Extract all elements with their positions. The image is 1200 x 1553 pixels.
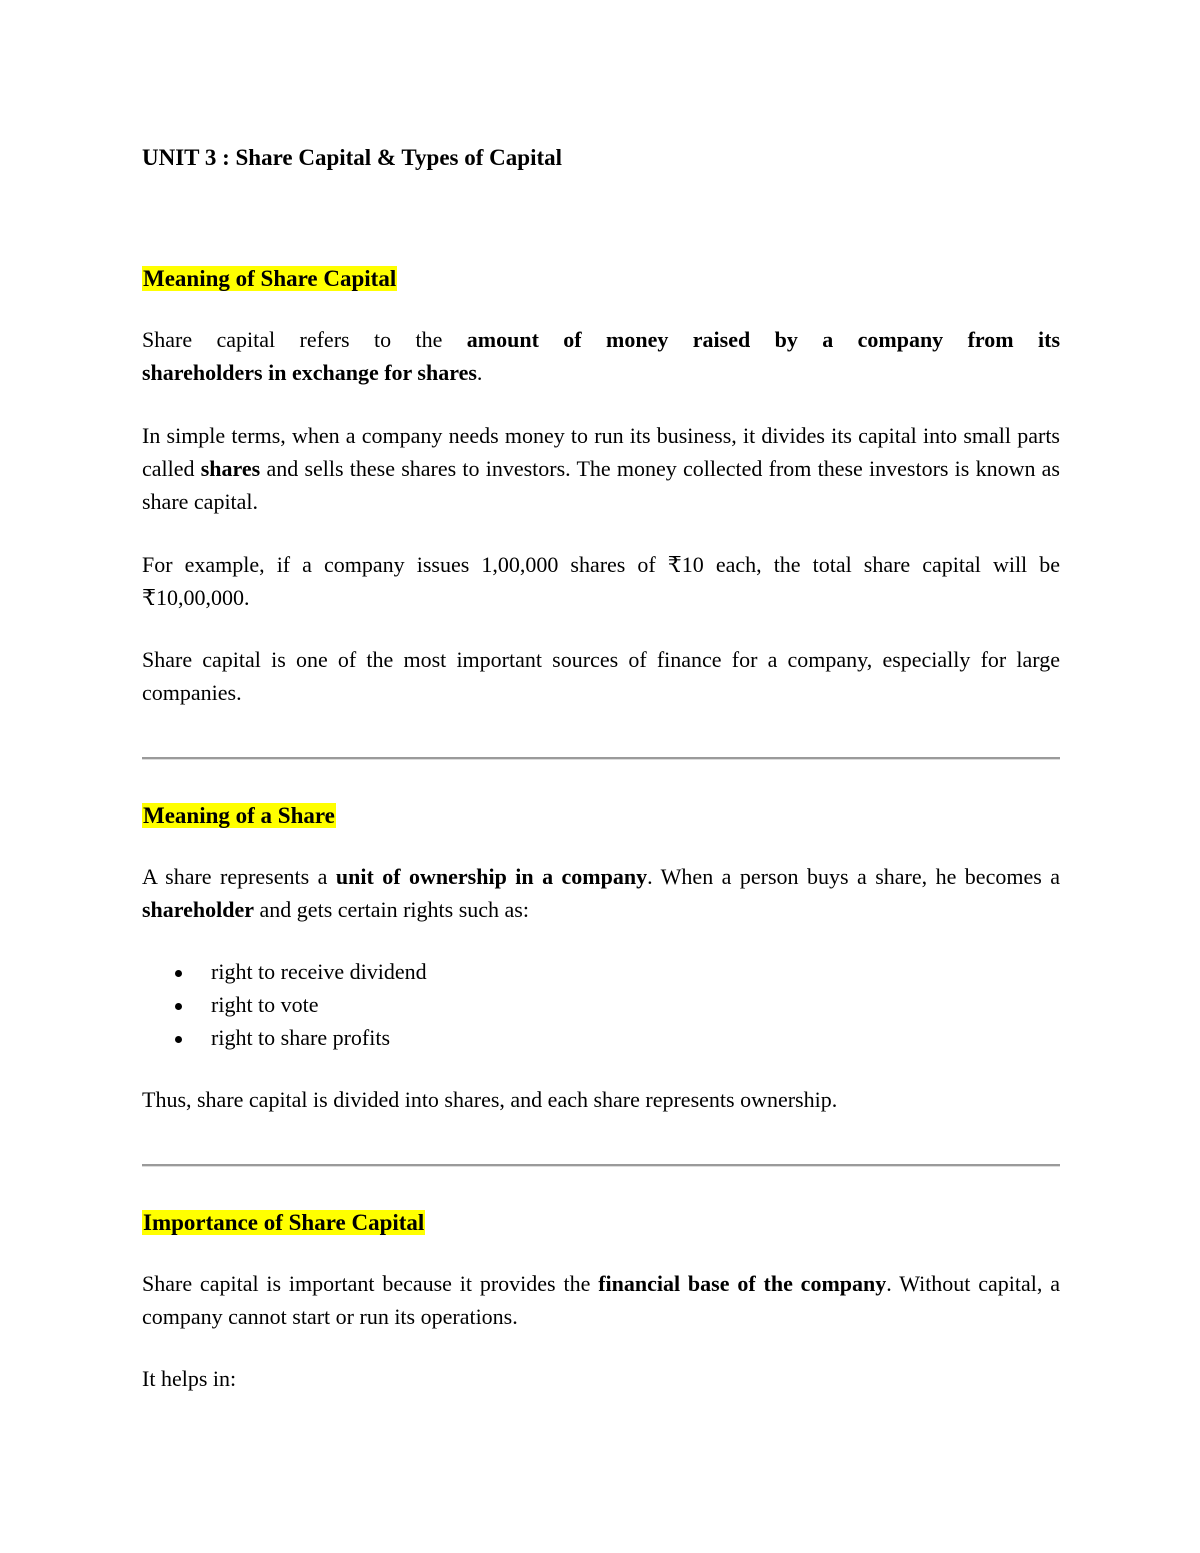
- text-run: Share capital is important because it provides the: [142, 1271, 599, 1296]
- text-run: For example, if a company issues 1,00,000 shares of ₹10 each, the total share capital will be ₹10,00,000.: [142, 552, 1060, 610]
- section-heading-importance-of-share-capital: [142, 1206, 425, 1239]
- highlighted-heading-text: Meaning of Share Capital: [143, 266, 397, 291]
- text-run: and sells these shares to investors. The money collected from these investors is known as share capital.: [142, 456, 1060, 514]
- text-run: It helps in:: [142, 1366, 237, 1391]
- section-heading-meaning-of-share-capital: [142, 262, 397, 295]
- bold-text-run: amount of money raised by a company from its: [466, 327, 1061, 352]
- text-run: and gets certain rights such as:: [254, 897, 529, 922]
- paragraph-line: [142, 323, 1060, 356]
- paragraph-share-capital-definition: [142, 323, 1060, 389]
- paragraph-it-helps-in: [142, 1362, 1060, 1395]
- horizontal-divider: [142, 1164, 1060, 1167]
- bullet-icon: [175, 1036, 182, 1043]
- rights-bullet-list: [142, 955, 1060, 1054]
- horizontal-divider: [142, 757, 1060, 760]
- text-run: .: [476, 360, 483, 385]
- page-title: UNIT 3 : Share Capital & Types of Capital: [142, 145, 563, 170]
- list-item-text: right to share profits: [211, 1025, 391, 1050]
- paragraph-line: [142, 356, 1060, 389]
- list-item: [142, 1021, 1060, 1054]
- text-run: Share capital refers to the: [142, 327, 467, 352]
- paragraph-example: [142, 548, 1060, 614]
- list-item-text: right to vote: [211, 992, 319, 1017]
- text-run: . Without capital, a company cannot start or run its operations.: [142, 1271, 1061, 1329]
- section-heading-meaning-of-a-share: [142, 799, 336, 832]
- bullet-icon: [175, 970, 182, 977]
- paragraph-ownership-summary: [142, 1083, 1060, 1116]
- bold-text-run: shareholder: [142, 897, 255, 922]
- list-item-text: right to receive dividend: [211, 959, 427, 984]
- bold-text-run: financial base of the company: [598, 1271, 887, 1296]
- paragraph-financial-base: [142, 1267, 1060, 1333]
- bold-text-run: shareholders in exchange for shares: [142, 360, 477, 385]
- text-run: In simple terms, when a company needs money to run its business, it divides its capital into small parts called: [142, 423, 1060, 481]
- text-run: Share capital is one of the most important sources of finance for a company, especially for large companies.: [142, 647, 1060, 705]
- list-item: [142, 955, 1060, 988]
- bold-text-run: unit of ownership in a company: [335, 864, 648, 889]
- text-run: A share represents a: [142, 864, 336, 889]
- text-run: Thus, share capital is divided into shares, and each share represents ownership.: [142, 1087, 838, 1112]
- bold-text-run: shares: [200, 456, 261, 481]
- paragraph-importance-note: [142, 643, 1060, 709]
- paragraph-share-definition: [142, 860, 1060, 926]
- paragraph-simple-terms: [142, 419, 1060, 518]
- text-run: . When a person buys a share, he becomes a: [647, 864, 1061, 889]
- bullet-icon: [175, 1003, 182, 1010]
- highlighted-heading-text: Importance of Share Capital: [143, 1210, 425, 1235]
- list-item: [142, 988, 1060, 1021]
- highlighted-heading-text: Meaning of a Share: [143, 803, 335, 828]
